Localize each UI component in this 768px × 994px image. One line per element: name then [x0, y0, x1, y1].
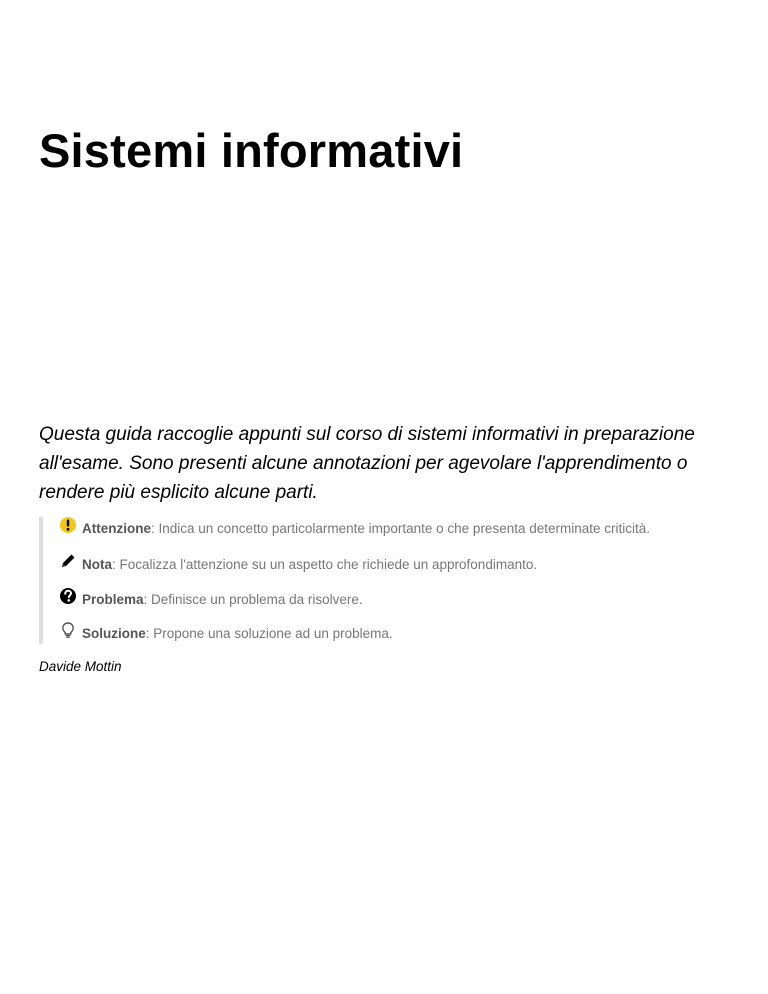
legend-description: : Indica un concetto particolarmente importante o che presenta determinate criticità.: [151, 520, 651, 536]
legend-description: : Definisce un problema da risolvere.: [143, 591, 363, 607]
legend-label: Attenzione: [82, 520, 151, 536]
legend-blockquote: [39, 517, 739, 644]
legend-item-nota: [59, 553, 537, 575]
legend-description: : Focalizza l'attenzione su un aspetto che richiede un approfondimanto.: [112, 556, 538, 572]
legend-item-problema: [59, 588, 363, 610]
intro-paragraph: Questa guida raccoglie appunti sul corso di sistemi informativi in preparazione all'esame. Sono presenti alcune annotazioni per agevolare l'apprendimento o rendere più esplicito alcune parti.: [39, 424, 695, 503]
legend-description: : Propone una soluzione ad un problema.: [145, 625, 393, 641]
question-icon: [59, 587, 77, 605]
warning-icon: [59, 516, 77, 534]
legend-item-attenzione: [59, 517, 650, 539]
lightbulb-icon: [59, 621, 77, 639]
legend-label: Nota: [82, 556, 112, 572]
page-title: Sistemi informativi: [39, 124, 464, 177]
legend-item-soluzione: [59, 622, 393, 644]
legend-label: Soluzione: [82, 625, 146, 641]
pencil-icon: [59, 552, 77, 570]
author-name: Davide Mottin: [39, 659, 122, 674]
legend-label: Problema: [82, 591, 144, 607]
